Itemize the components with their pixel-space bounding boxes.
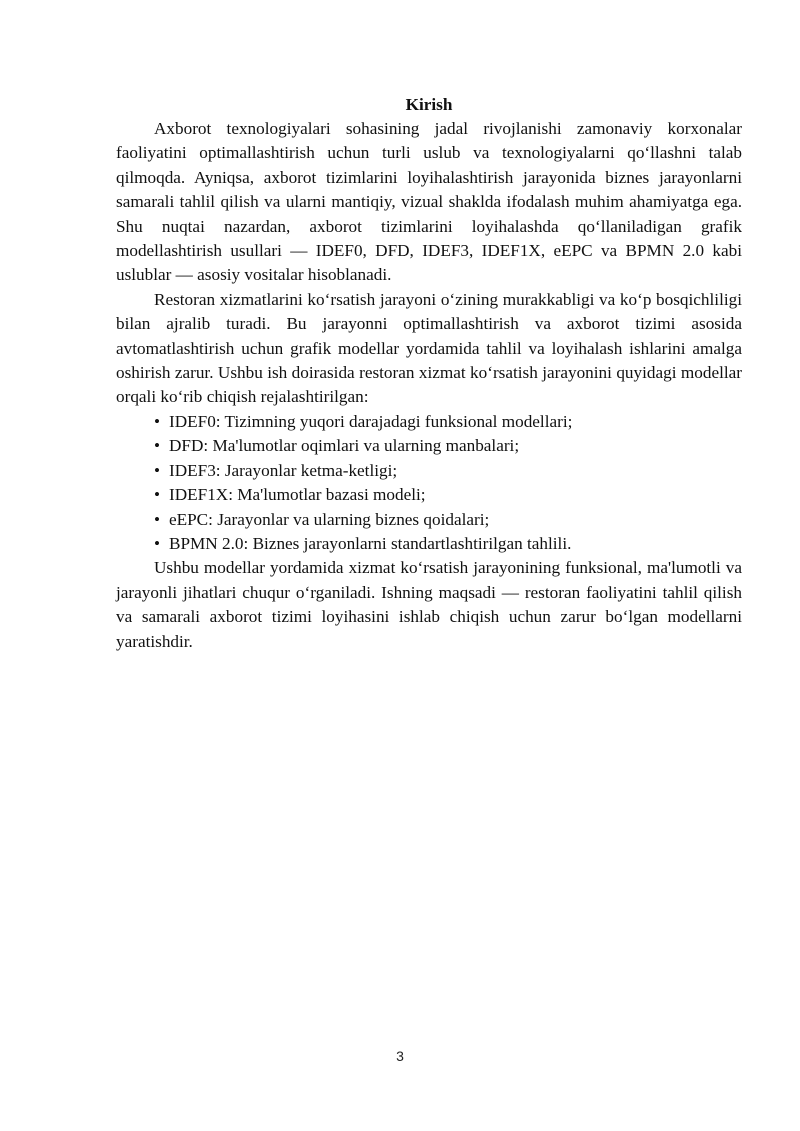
list-item-text: IDEF3: Jarayonlar ketma-ketligi;: [169, 460, 398, 480]
list-item: [116, 459, 742, 483]
paragraph-restaurant: Restoran xizmatlarini ko‘rsatish jarayoni o‘zining murakkabligi va ko‘p bosqichliligi bilan ajralib turadi. Bu jarayonni optimallashtirish va axborot tizimi asosida avtomatlashtirish uchun grafik modellar yordamida tahlil va loyihalash ishlarini amalga oshirish zarur. Ushbu ish doirasida restoran xizmat ko‘rsatish jarayonini quyidagi modellar orqali ko‘rib chiqish rejalashtirilgan:: [116, 289, 742, 407]
bullet-icon: •: [154, 533, 161, 553]
list-item: [116, 410, 742, 434]
list-item: [116, 532, 742, 556]
page-number: 3: [396, 1048, 404, 1064]
paragraph-closing: Ushbu modellar yordamida xizmat ko‘rsatish jarayonining funksional, ma'lumotli va jarayonli jihatlari chuqur o‘rganiladi. Ishning maqsadi — restoran faoliyatini tahlil qilish va samarali axborot tizimi loyihasini ishlab chiqish uchun zarur bo‘lgan modellarni yaratishdir.: [116, 558, 742, 651]
section-title: Kirish: [405, 95, 453, 114]
page-content: [116, 93, 742, 654]
bullet-icon: •: [154, 411, 161, 431]
bullet-icon: •: [154, 485, 161, 505]
list-item: [116, 508, 742, 532]
bullet-icon: •: [154, 436, 161, 456]
list-item: [116, 483, 742, 507]
paragraph-intro: Axborot texnologiyalari sohasining jadal rivojlanishi zamonaviy korxonalar faoliyatini optimallashtirish uchun turli uslub va texnologiyalarni qo‘llashni talab qilmoqda. Ayniqsa, axborot tizimlarini loyihalashtirish jarayonida biznes jarayonlarni samarali tahlil qilish va ularni mantiqiy, vizual shaklda ifodalash muhim ahamiyatga ega. Shu nuqtai nazardan, axborot tizimlarini loyihalashda qo‘llaniladigan grafik modellashtirish usullari — IDEF0, DFD, IDEF3, IDEF1X, eEPC va BPMN 2.0 kabi uslublar — asosiy vositalar hisoblanadi.: [116, 119, 742, 285]
list-item-text: IDEF0: Tizimning yuqori darajadagi funksional modellari;: [169, 411, 573, 431]
list-item-text: BPMN 2.0: Biznes jarayonlarni standartlashtirilgan tahlili.: [169, 533, 572, 553]
list-item-text: DFD: Ma'lumotlar oqimlari va ularning manbalari;: [169, 436, 520, 456]
list-item: [116, 434, 742, 458]
list-item-text: eEPC: Jarayonlar va ularning biznes qoidalari;: [169, 509, 490, 529]
list-item-text: IDEF1X: Ma'lumotlar bazasi modeli;: [169, 485, 426, 505]
model-list: [116, 410, 742, 556]
bullet-icon: •: [154, 460, 161, 480]
bullet-icon: •: [154, 509, 161, 529]
